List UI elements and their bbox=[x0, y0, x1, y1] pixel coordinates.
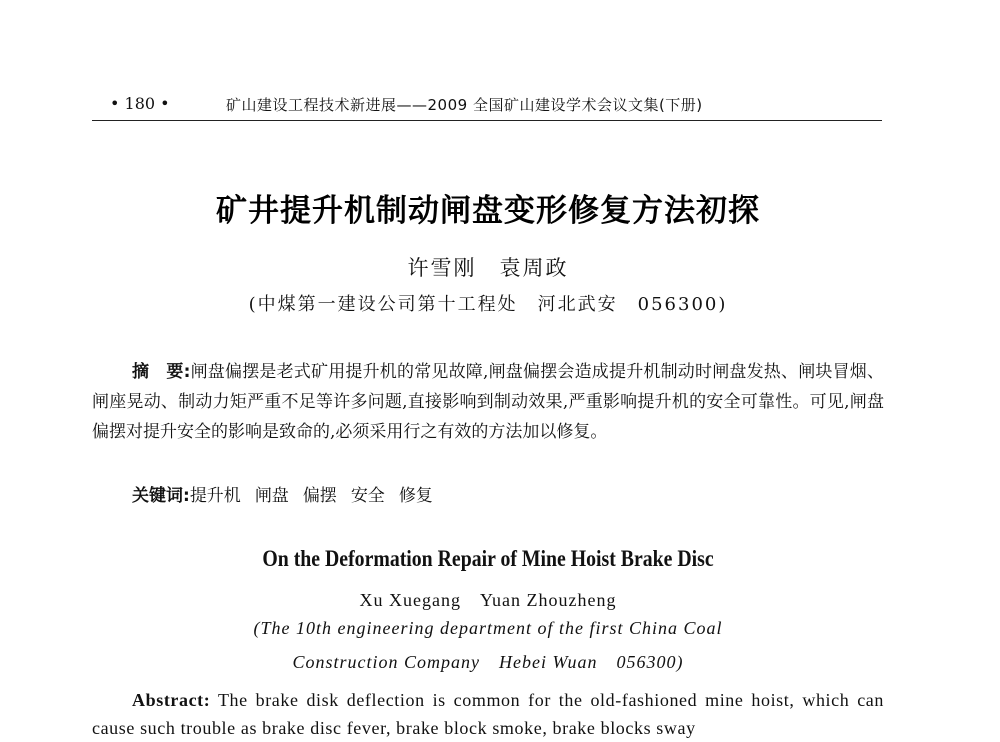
keyword: 安全 bbox=[350, 486, 385, 506]
header-divider bbox=[92, 120, 882, 121]
abstract-en-label: Abstract: bbox=[132, 690, 211, 710]
affiliation-en-line1: (The 10th engineering department of the first China Coal bbox=[253, 618, 723, 638]
keyword: 闸盘 bbox=[254, 486, 289, 506]
keyword: 修复 bbox=[398, 486, 433, 506]
abstract-cn bbox=[92, 357, 884, 447]
authors-en: Xu Xuegang Yuan Zhouzheng bbox=[359, 590, 617, 610]
page-number: • 180 • bbox=[110, 94, 170, 113]
authors-cn: 许雪刚 袁周政 bbox=[407, 256, 569, 280]
keyword: 偏摆 bbox=[302, 486, 337, 506]
abstract-en bbox=[92, 686, 884, 742]
journal-title: 矿山建设工程技术新进展——2009 全国矿山建设学术会议文集(下册) bbox=[226, 96, 703, 114]
article-title-cn: 矿井提升机制动闸盘变形修复方法初探 bbox=[216, 193, 760, 229]
abstract-cn-text: 闸盘偏摆是老式矿用提升机的常见故障,闸盘偏摆会造成提升机制动时闸盘发热、闸块冒烟、闸座晃动、制动力矩严重不足等许多问题,直接影响到制动效果,严重影响提升机的安全可靠性。可见,闸盘偏摆对提升安全的影响是致命的,必须采用行之有效的方法加以修复。 bbox=[92, 362, 884, 442]
keywords-cn bbox=[132, 483, 882, 509]
keywords-cn-label: 关键词: bbox=[132, 486, 190, 506]
affiliation-cn: (中煤第一建设公司第十工程处 河北武安 056300) bbox=[248, 294, 728, 315]
article-title-en: On the Deformation Repair of Mine Hoist Brake Disc bbox=[262, 546, 714, 571]
affiliation-en-line2: Construction Company Hebei Wuan 056300) bbox=[292, 652, 684, 672]
keyword: 提升机 bbox=[189, 486, 241, 506]
abstract-en-text: The brake disk deflection is common for the old-fashioned mine hoist, which can cause such trouble as brake disc fever, brake block smoke, brake blocks sway bbox=[92, 690, 884, 738]
running-header bbox=[92, 92, 882, 116]
abstract-cn-label: 摘 要: bbox=[132, 362, 191, 382]
